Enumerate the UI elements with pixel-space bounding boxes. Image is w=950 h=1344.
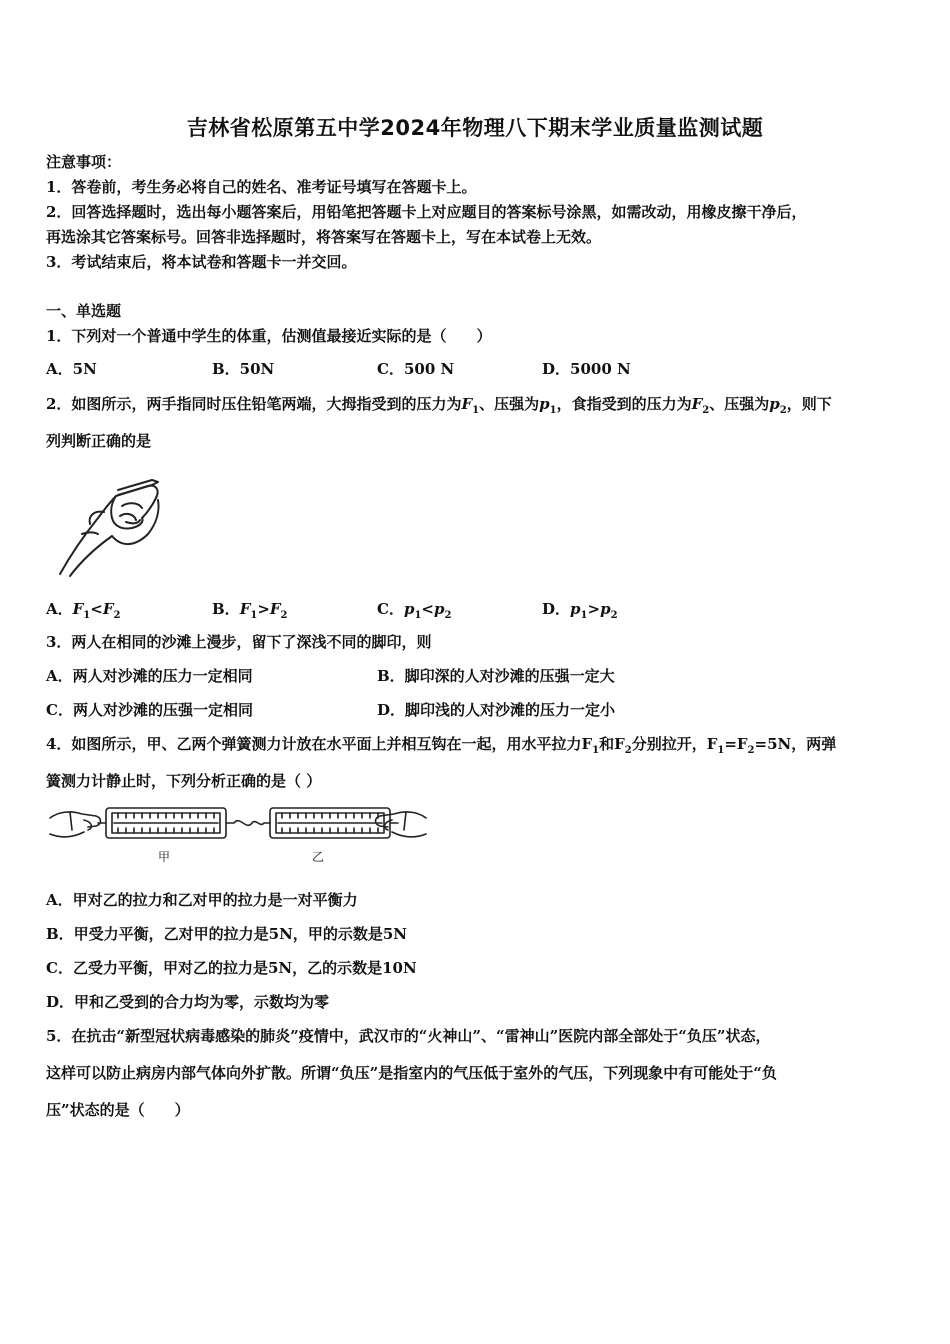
notice-item: 1．答卷前，考生务必将自己的姓名、准考证号填写在答题卡上。 xyxy=(46,178,477,196)
question-1-stem: 1．下列对一个普通中学生的体重，估测值最接近实际的是（ ） xyxy=(46,327,492,345)
q2-option-c: C．$p_1<p_2$ xyxy=(377,600,452,621)
q3-option-b: B．脚印深的人对沙滩的压强一定大 xyxy=(377,667,615,685)
q1-option-a: A．5N xyxy=(46,360,97,378)
question-2-stem: 2．如图所示，两手指同时压住铅笔两端，大拇指受到的压力为$F_1$、压强为$p_1$，食指受到的压力为$F_2$、压强为$p_2$，则下 xyxy=(46,395,832,416)
q3-option-d: D．脚印浅的人对沙滩的压力一定小 xyxy=(377,701,616,719)
question-4-stem-cont: 簧测力计静止时，下列分析正确的是（ ） xyxy=(46,772,322,790)
question-5-stem-cont: 压”状态的是（ ） xyxy=(46,1101,190,1119)
scale-label-jia: 甲 xyxy=(158,850,171,864)
q4-option-b: B．甲受力平衡，乙对甲的拉力是5N，甲的示数是5N xyxy=(46,925,407,943)
q3-option-a: A．两人对沙滩的压力一定相同 xyxy=(46,667,253,685)
question-3-stem: 3．两人在相同的沙滩上漫步，留下了深浅不同的脚印，则 xyxy=(46,633,432,651)
notice-item: 2．回答选择题时，选出每小题答案后，用铅笔把答题卡上对应题目的答案标号涂黑，如需改动，用橡皮擦干净后， xyxy=(46,203,807,221)
scale-label-yi: 乙 xyxy=(312,850,325,864)
q2-option-a: A．$F_1<F_2$ xyxy=(46,600,121,621)
spring-scales-figure xyxy=(48,800,428,866)
page-title: 吉林省松原第五中学2024年物理八下期末学业质量监测试题 xyxy=(186,116,764,140)
notice-item: 3．考试结束后，将本试卷和答题卡一并交回。 xyxy=(46,253,357,271)
q4-option-d: D．甲和乙受到的合力均为零，示数均为零 xyxy=(46,993,330,1011)
notice-heading: 注意事项： xyxy=(46,153,122,171)
question-4-stem: 4．如图所示，甲、乙两个弹簧测力计放在水平面上并相互钩在一起，用水平拉力$F_1$和$F_2$分别拉开，$F_1=F_2=5N$，两弹 xyxy=(46,735,837,756)
q1-option-c: C．500 N xyxy=(377,360,455,378)
hands-pencil-figure xyxy=(52,476,164,580)
q1-option-d: D．5000 N xyxy=(542,360,631,378)
section-heading: 一、单选题 xyxy=(46,302,122,320)
question-5-stem: 5．在抗击“新型冠状病毒感染的肺炎”疫情中，武汉市的“火神山”、“雷神山”医院内部全部处于“负压”状态， xyxy=(46,1027,771,1045)
notice-item: 再选涂其它答案标号。回答非选择题时，将答案写在答题卡上，写在本试卷上无效。 xyxy=(46,228,602,246)
q2-option-b: B．$F_1>F_2$ xyxy=(212,600,288,621)
q2-option-d: D．$p_1>p_2$ xyxy=(542,600,618,621)
q1-option-b: B．50N xyxy=(212,360,275,378)
q4-option-c: C．乙受力平衡，甲对乙的拉力是5N，乙的示数是10N xyxy=(46,959,417,977)
q3-option-c: C．两人对沙滩的压强一定相同 xyxy=(46,701,253,719)
question-2-stem-cont: 列判断正确的是 xyxy=(46,432,152,450)
q4-option-a: A．甲对乙的拉力和乙对甲的拉力是一对平衡力 xyxy=(46,891,358,909)
question-5-stem-cont: 这样可以防止病房内部气体向外扩散。所谓“负压”是指室内的气压低于室外的气压，下列现象中有可能处于“负 xyxy=(46,1064,777,1082)
